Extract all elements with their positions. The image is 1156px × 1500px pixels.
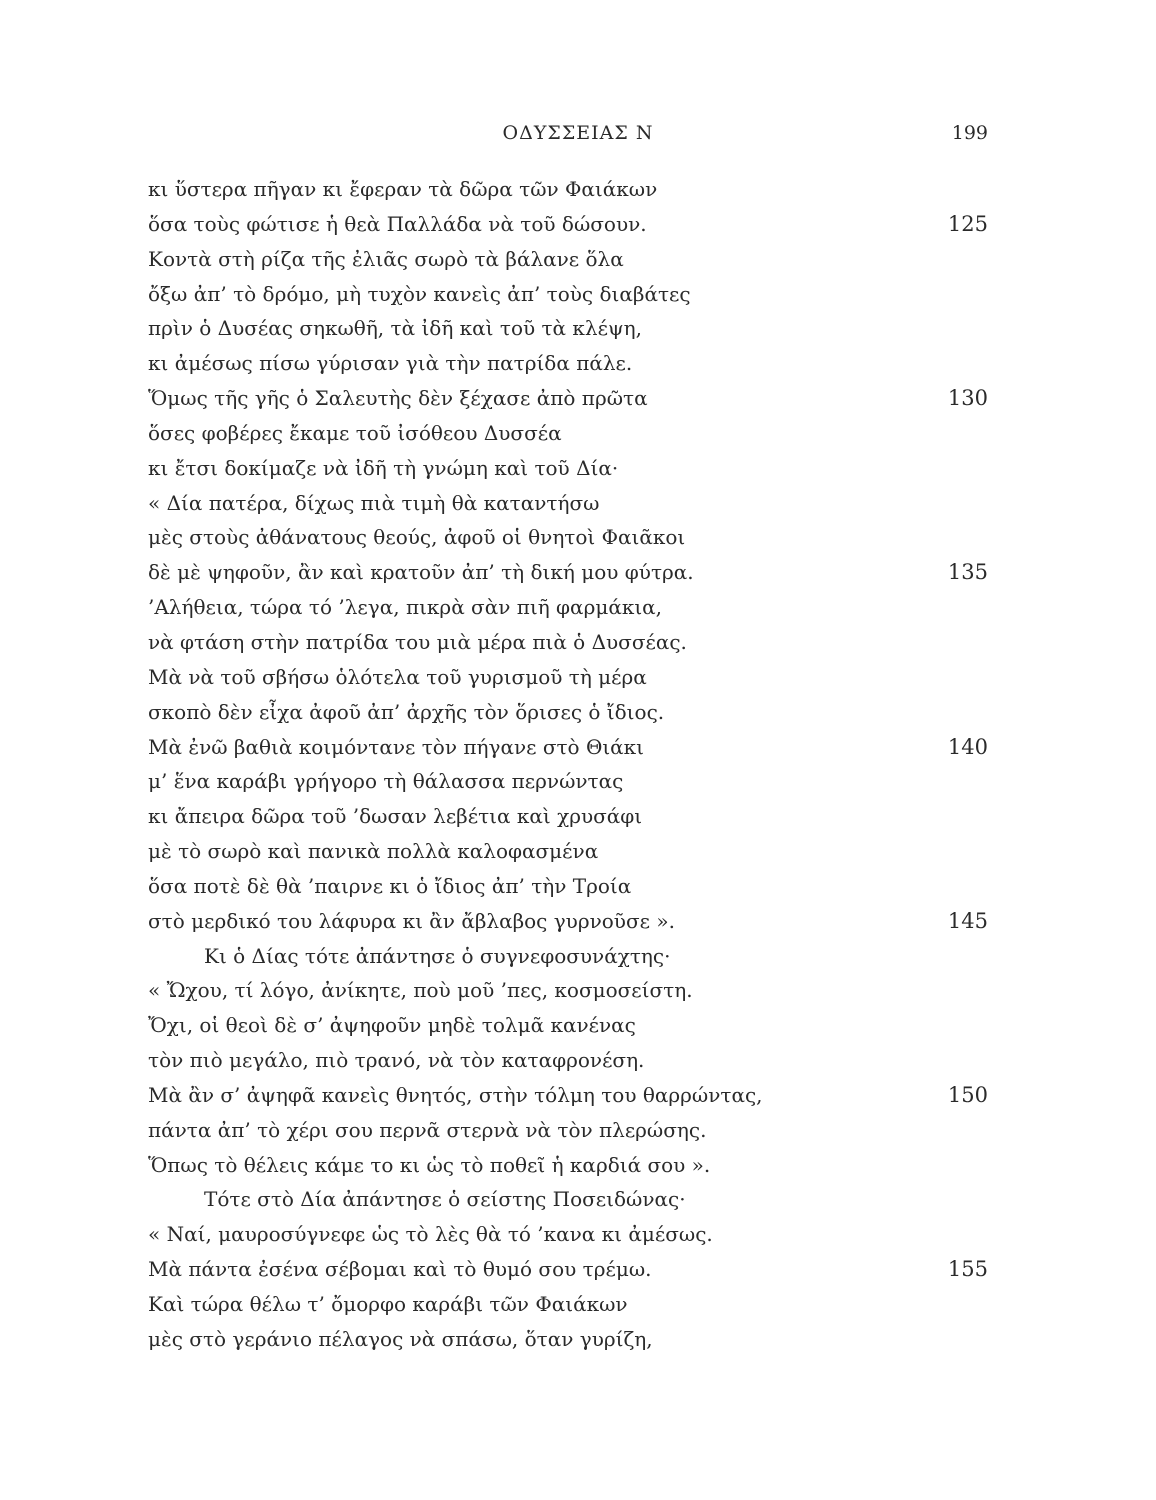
verse-text: ’Αλήθεια, τώρα τό ’λεγα, πικρὰ σὰν πιῆ φαρμάκια, <box>148 595 663 620</box>
verse-line <box>148 242 998 277</box>
verse-text: μ’ ἕνα καράβι γρήγορο τὴ θάλασσα περνώντας <box>148 769 624 794</box>
verse-line <box>148 799 998 834</box>
verse-line <box>148 869 998 904</box>
verse-text: μὲ τὸ σωρὸ καὶ πανικὰ πολλὰ καλοφασμένα <box>148 839 599 864</box>
verse-line <box>148 311 998 346</box>
running-title: ΟΔΥΣΣΕΙΑΣ Ν <box>502 122 654 144</box>
verse-line <box>148 1043 998 1078</box>
verse-text: Ὅμως τῆς γῆς ὁ Σαλευτὴς δὲν ξέχασε ἀπὸ πρῶτα <box>148 386 648 411</box>
verse-text: σκοπὸ δὲν εἶχα ἀφοῦ ἀπ’ ἀρχῆς τὸν ὅρισες ὁ ἴδιος. <box>148 699 665 724</box>
verse-text: πάντα ἀπ’ τὸ χέρι σου περνᾶ στερνὰ νὰ τὸν πλερώσης. <box>148 1117 707 1142</box>
verse-text: Κοντὰ στὴ ρίζα τῆς ἐλιᾶς σωρὸ τὰ βάλανε ὅλα <box>148 246 624 271</box>
verse-text: κι ἀμέσως πίσω γύρισαν γιὰ τὴν πατρίδα πάλε. <box>148 351 633 376</box>
verse-line <box>148 1113 998 1148</box>
verse-text: στὸ μερδικό του λάφυρα κι ἂν ἄβλαβος γυρνοῦσε ». <box>148 908 675 933</box>
verse-text: Μὰ ἐνῶ βαθιὰ κοιμόντανε τὸν πήγανε στὸ Θιάκι <box>148 734 645 759</box>
verse-text: Κι ὁ Δίας τότε ἀπάντησε ὁ συγνεφοσυνάχτης· <box>204 943 671 968</box>
verse-line <box>148 416 998 451</box>
verse-line <box>148 451 998 486</box>
verse-line <box>148 1252 998 1287</box>
verse-text: « Δία πατέρα, δίχως πιὰ τιμὴ θὰ καταντήσω <box>148 490 600 515</box>
verse-line <box>148 277 998 312</box>
verse-text: ὅσες φοβέρες ἔκαμε τοῦ ἰσόθεου Δυσσέα <box>148 420 562 445</box>
verse-line <box>148 1217 998 1252</box>
verse-text: πρὶν ὁ Δυσέας σηκωθῆ, τὰ ἰδῆ καὶ τοῦ τὰ κλέψη, <box>148 316 642 341</box>
verse-line <box>148 520 998 555</box>
verse-line <box>148 381 998 416</box>
verse-line <box>148 1322 998 1357</box>
verse-line <box>148 346 998 381</box>
verse-text: Μὰ νὰ τοῦ σβήσω ὁλότελα τοῦ γυρισμοῦ τὴ μέρα <box>148 664 647 689</box>
verse-text: ὅσα τοὺς φώτισε ἡ θεὰ Παλλάδα νὰ τοῦ δώσουν. <box>148 211 647 236</box>
verse-line <box>148 834 998 869</box>
verse-line <box>148 1287 998 1322</box>
verse-text: ὅσα ποτὲ δὲ θὰ ’παιρνε κι ὁ ἴδιος ἀπ’ τὴν Τροία <box>148 873 632 898</box>
verse-line <box>148 660 998 695</box>
line-number: 140 <box>947 734 988 759</box>
verse-text: ὄξω ἀπ’ τὸ δρόμο, μὴ τυχὸν κανεὶς ἀπ’ τοὺς διαβάτες <box>148 281 691 306</box>
verse-text: Ὅπως τὸ θέλεις κάμε το κι ὡς τὸ ποθεῖ ἡ καρδιά σου ». <box>148 1152 711 1177</box>
verse-text: Ὄχι, οἱ θεοὶ δὲ σ’ ἀψηφοῦν μηδὲ τολμᾶ κανένας <box>148 1013 636 1038</box>
verse-text: « Ναί, μαυροσύγνεφε ὡς τὸ λὲς θὰ τό ’κανα κι ἀμέσως. <box>148 1222 713 1247</box>
verse-text: κι ἔτσι δοκίμαζε νὰ ἰδῆ τὴ γνώμη καὶ τοῦ Δία· <box>148 455 619 480</box>
verse-line <box>148 764 998 799</box>
verse-line <box>148 625 998 660</box>
verse-text: Τότε στὸ Δία ἀπάντησε ὁ σείστης Ποσειδώνας· <box>204 1187 686 1212</box>
verse-text: τὸν πιὸ μεγάλο, πιὸ τρανό, νὰ τὸν καταφρονέση. <box>148 1048 645 1073</box>
verse-line <box>148 973 998 1008</box>
verse-text: κι ὕστερα πῆγαν κι ἔφεραν τὰ δῶρα τῶν Φαιάκων <box>148 177 658 201</box>
line-number: 135 <box>947 560 988 585</box>
verse-line <box>148 1148 998 1183</box>
line-number: 125 <box>947 211 988 236</box>
verse-line <box>148 730 998 765</box>
verse-text: Καὶ τώρα θέλω τ’ ὄμορφο καράβι τῶν Φαιάκων <box>148 1292 628 1316</box>
verse-line <box>148 1008 998 1043</box>
running-head <box>0 118 1156 148</box>
verse-text: νὰ φτάση στὴν πατρίδα του μιὰ μέρα πιὰ ὁ Δυσσέας. <box>148 629 687 654</box>
verse-line <box>148 904 998 939</box>
verse-line <box>148 172 998 207</box>
page-number: 199 <box>951 122 988 144</box>
verse-line <box>148 486 998 521</box>
verse-text: μὲς στὸ γεράνιο πέλαγος νὰ σπάσω, ὅταν γυρίζη, <box>148 1326 653 1351</box>
verse-line <box>148 207 998 242</box>
line-number: 130 <box>947 386 988 411</box>
verse-text: δὲ μὲ ψηφοῦν, ἂν καὶ κρατοῦν ἀπ’ τὴ δική μου φύτρα. <box>148 560 694 585</box>
verse-text: Μὰ πάντα ἐσένα σέβομαι καὶ τὸ θυμό σου τρέμω. <box>148 1257 652 1282</box>
verse-line <box>148 1182 998 1217</box>
verse-line <box>148 590 998 625</box>
verse-line <box>148 1078 998 1113</box>
verse-text: Μὰ ἂν σ’ ἀψηφᾶ κανεὶς θνητός, στὴν τόλμη του θαρρώντας, <box>148 1082 763 1107</box>
verse-line <box>148 939 998 974</box>
poem-text <box>148 172 998 1357</box>
line-number: 150 <box>947 1082 988 1107</box>
line-number: 145 <box>947 908 988 933</box>
verse-text: κι ἄπειρα δῶρα τοῦ ’δωσαν λεβέτια καὶ χρυσάφι <box>148 804 643 829</box>
verse-text: « Ὤχου, τί λόγο, ἀνίκητε, ποὺ μοῦ ’πες, κοσμοσείστη. <box>148 978 693 1003</box>
verse-line <box>148 695 998 730</box>
verse-line <box>148 555 998 590</box>
verse-text: μὲς στοὺς ἀθάνατους θεούς, ἀφοῦ οἱ θνητοὶ Φαιᾶκοι <box>148 525 686 550</box>
line-number: 155 <box>947 1257 988 1282</box>
